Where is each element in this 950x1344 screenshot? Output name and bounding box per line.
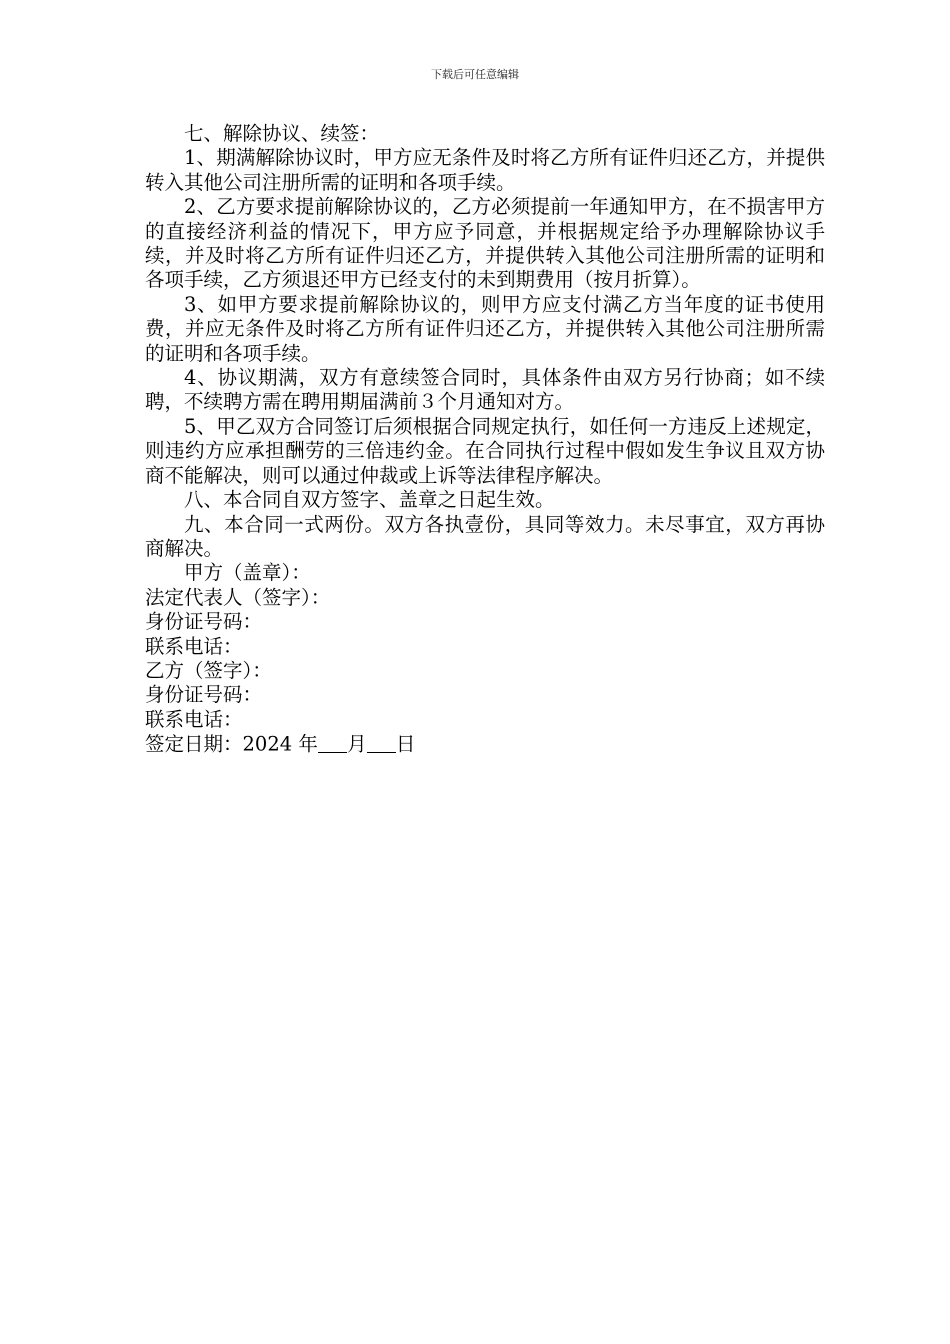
clause-1: 1、期满解除协议时，甲方应无条件及时将乙方所有证件归还乙方，并提供转入其他公司注册所需的证明和各项手续。 bbox=[145, 146, 825, 194]
month-blank bbox=[318, 732, 347, 753]
day-blank bbox=[367, 732, 396, 753]
section-copies: 九、本合同一式两份。双方各执壹份，具同等效力。未尽事宜，双方再协商解决。 bbox=[145, 512, 825, 560]
party-a-seal: 甲方（盖章）： bbox=[184, 561, 311, 585]
party-a-phone: 联系电话： bbox=[145, 634, 243, 658]
day-label: 日 bbox=[395, 732, 416, 756]
clause-4: 4、协议期满，双方有意续签合同时，具体条件由双方另行协商；如不续聘，不续聘方需在聘用期届满前３个月通知对方。 bbox=[145, 366, 825, 414]
section-effective: 八、本合同自双方签字、盖章之日起生效。 bbox=[184, 488, 555, 512]
party-b-id-number: 身份证号码： bbox=[145, 683, 263, 707]
section-heading-termination: 七、解除协议、续签： bbox=[184, 122, 380, 145]
party-b-signature: 乙方（签字）： bbox=[145, 658, 272, 682]
month-label: 月 bbox=[347, 732, 367, 756]
clause-5: 5、甲乙双方合同签订后须根据合同规定执行，如任何一方违反上述规定，则违约方应承担酬劳的三倍违约金。在合同执行过程中假如发生争议且双方协商不能解决，则可以通过仲裁或上诉等法律程序解决。 bbox=[145, 414, 825, 487]
document-body bbox=[145, 122, 825, 757]
signing-date-label: 签定日期：2024 年 bbox=[145, 732, 318, 756]
header-note: 下载后可任意编辑 bbox=[431, 68, 519, 81]
party-a-representative: 法定代表人（签字）： bbox=[145, 585, 331, 609]
party-a-id-number: 身份证号码： bbox=[145, 610, 263, 634]
signing-date bbox=[145, 732, 825, 757]
clause-2: 2、乙方要求提前解除协议的，乙方必须提前一年通知甲方，在不损害甲方的直接经济利益的情况下，甲方应予同意，并根据规定给予办理解除协议手续，并及时将乙方所有证件归还乙方，并提供转入其他公司注册所需的证明和各项手续，乙方须退还甲方已经支付的未到期费用（按月折算）。 bbox=[145, 195, 825, 292]
clause-3: 3、如甲方要求提前解除协议的，则甲方应支付满乙方当年度的证书使用费，并应无条件及时将乙方所有证件归还乙方，并提供转入其他公司注册所需的证明和各项手续。 bbox=[145, 292, 825, 365]
party-b-phone: 联系电话： bbox=[145, 707, 243, 731]
